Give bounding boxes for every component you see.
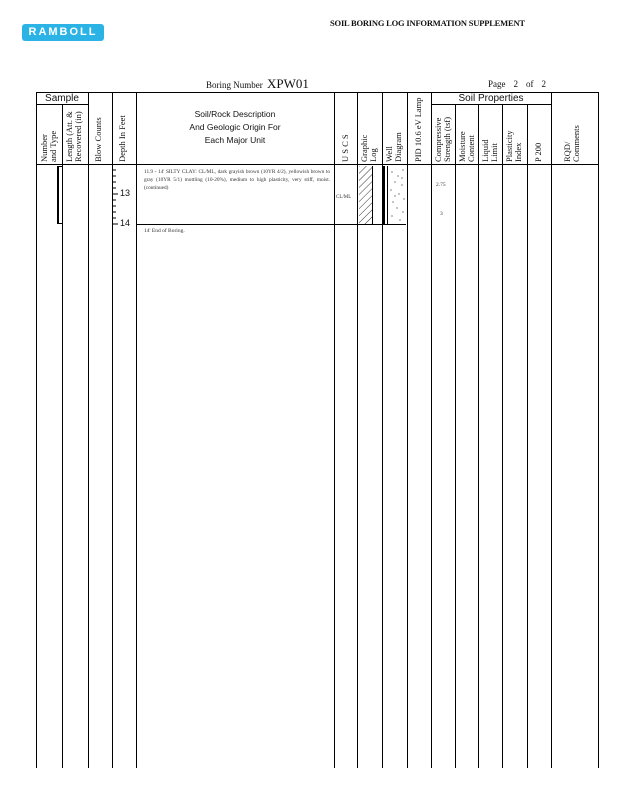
col-header-liquid-limit: Liquid Limit — [480, 139, 499, 162]
well-diagram-graphic — [383, 166, 407, 224]
col-line — [455, 104, 456, 768]
compressive-value-1: 2.75 — [436, 182, 446, 188]
col-header-rqd: RQD/ Comments — [562, 125, 581, 162]
document-title: SOIL BORING LOG INFORMATION SUPPLEMENT — [330, 18, 525, 28]
col-line — [598, 92, 599, 768]
page-of: of — [526, 79, 534, 89]
sample-group-heading: Sample — [45, 93, 79, 104]
col-line — [62, 104, 63, 768]
boring-id: XPW01 — [267, 76, 309, 91]
depth-label-13: 13 — [120, 188, 131, 198]
col-line — [431, 92, 432, 768]
col-line — [527, 104, 528, 768]
col-line — [88, 92, 89, 768]
ramboll-logo: RAMBOLL — [22, 24, 104, 41]
col-header-blow-counts: Blow Counts — [93, 117, 103, 162]
col-line — [407, 92, 408, 768]
col-header-pid: PID 10.6 eV Lamp — [413, 97, 423, 162]
col-line — [478, 104, 479, 768]
page-total: 2 — [541, 79, 546, 89]
boring-label: Boring Number — [206, 80, 263, 90]
sample-interval-bracket — [57, 166, 62, 224]
col-header-well-diagram: Well Diagram — [384, 132, 403, 162]
depth-label-14: 14 — [120, 218, 131, 228]
col-header-uscs: U S C S — [340, 134, 350, 162]
col-line — [502, 104, 503, 768]
graphic-log-hatch — [359, 166, 373, 224]
soil-properties-heading: Soil Properties — [458, 93, 524, 104]
end-of-boring-note: 14' End of Boring. — [144, 228, 185, 234]
col-line — [551, 92, 552, 768]
col-line — [334, 92, 335, 768]
col-header-number-type: Number and Type — [39, 130, 58, 162]
col-header-length: Length (Att. & Recovered (in) — [64, 111, 83, 162]
col-line — [36, 92, 37, 768]
end-of-boring-line — [136, 224, 406, 225]
soil-description: 11.9 - 14' SILTY CLAY: CL/ML, dark grayish brown (10YR 4/2), yellowish brown to gray (10YR 5/1) mottling (10-20%), medium to high plasticity, very stiff, moist. (continued) — [144, 169, 330, 191]
uscs-code: CL/ML — [336, 195, 352, 200]
boring-number — [206, 76, 309, 92]
col-line — [136, 92, 137, 768]
col-header-graphic-log: Graphic Log — [359, 134, 378, 162]
col-header-description: Soil/Rock Description And Geologic Origin For Each Major Unit — [189, 109, 281, 145]
col-header-plasticity: Plasticity Index — [504, 130, 523, 162]
col-header-compressive: Compressive Strength (tsf) — [433, 116, 452, 162]
page-label: Page — [488, 79, 506, 89]
col-line — [357, 92, 358, 768]
page-current: 2 — [513, 79, 518, 89]
page-indicator — [488, 79, 554, 89]
col-header-p200: P 200 — [533, 142, 543, 162]
col-header-depth: Depth In Feet — [117, 115, 127, 162]
compressive-value-2: 3 — [440, 211, 443, 217]
col-header-moisture: Moisture Content — [457, 131, 476, 162]
soil-group-divider — [431, 104, 551, 105]
